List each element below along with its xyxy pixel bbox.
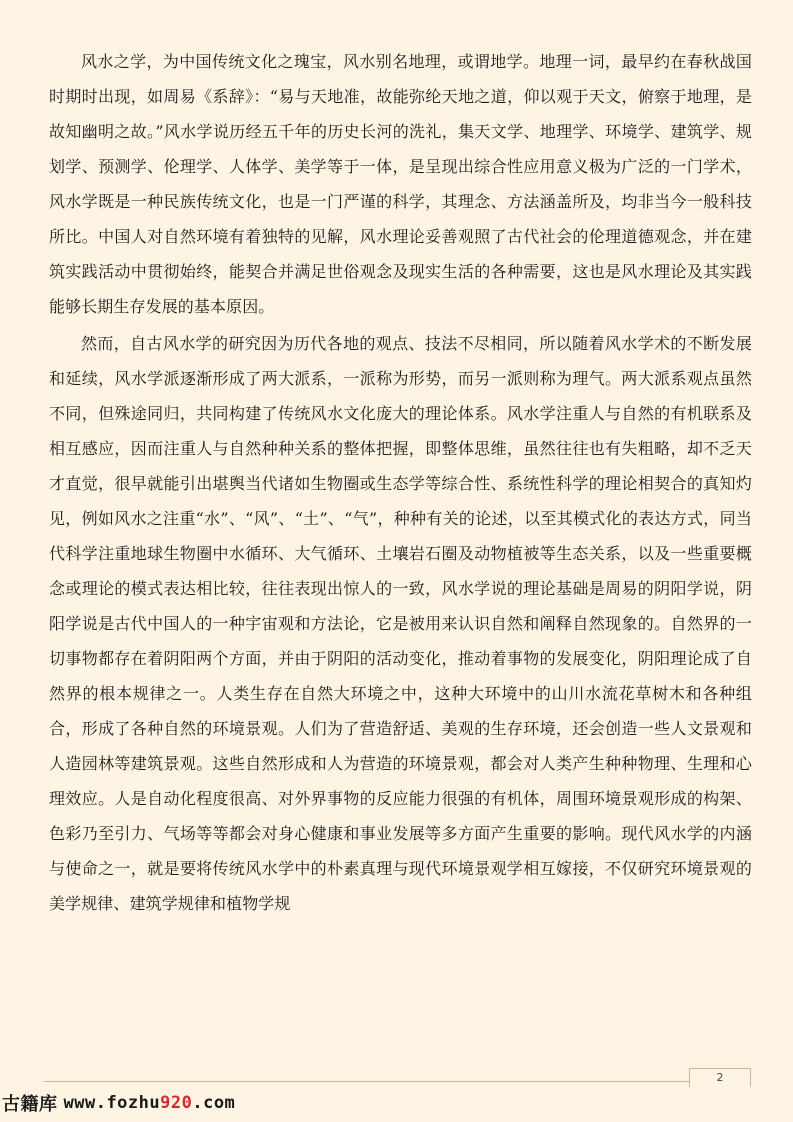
footer-divider xyxy=(44,1081,749,1082)
paragraph-fengshui-schools: 然而，自古风水学的研究因为历代各地的观点、技法不尽相同，所以随着风水学术的不断发展和延续，风水学派逐渐形成了两大派系，一派称为形势，而另一派则称为理气。两大派系观点虽然不同，但殊途同归，共同构建了传统风水文化庞大的理论体系。风水学注重人与自然的有机联系及相互感应，因而注重人与自然种种关系的整体把握，即整体思维，虽然往往也有失粗略，却不乏天才直觉，很早就能引出堪舆当代诸如生物圈或生态学等综合性、系统性科学的理论相契合的真知灼见，例如风水之注重“水”、“风”、“土”、“气”，种种有关的论述，以至其模式化的表达方式，同当代科学注重地球生物圈中水循环、大气循环、土壤岩石圈及动物植被等生态关系，以及一些重要概念或理论的模式表达相比较，往往表现出惊人的一致，风水学说的理论基础是周易的阴阳学说，阴阳学说是古代中国人的一种宇宙观和方法论，它是被用来认识自然和阐释自然现象的。自然界的一切事物都存在着阴阳两个方面，并由于阴阳的活动变化，推动着事物的发展变化，阴阳理论成了自然界的根本规律之一。人类生存在自然大环境之中，这种大环境中的山川水流花草树木和各种组合，形成了各种自然的环境景观。人们为了营造舒适、美观的生存环境，还会创造一些人文景观和人造园林等建筑景观。这些自然形成和人为营造的环境景观，都会对人类产生种种物理、生理和心理效应。人是自动化程度很高、对外界事物的反应能力很强的有机体，周围环境景观形成的构架、色彩乃至引力、气场等等都会对身心健康和事业发展等多方面产生重要的影响。现代风水学的内涵与使命之一，就是要将传统风水学中的朴素真理与现代环境景观学相互嫁接，不仅研究环境景观的美学规律、建筑学规律和植物学规 xyxy=(49,334,752,913)
page-body xyxy=(49,44,752,921)
site-name: 古籍库 xyxy=(2,1094,58,1115)
site-url-prefix: www.fozhu xyxy=(63,1093,161,1113)
site-url xyxy=(64,1093,236,1113)
paragraph-fengshui-intro: 风水之学，为中国传统文化之瑰宝，风水别名地理，或谓地学。地理一词，最早约在春秋战国时期时出现，如周易《系辞》：“易与天地准，故能弥纶天地之道，仰以观于天文，俯察于地理，是故知幽明之故。”风水学说历经五千年的历史长河的洗礼，集天文学、地理学、环境学、建筑学、规划学、预测学、伦理学、人体学、美学等于一体，是呈现出综合性应用意义极为广泛的一门学术，风水学既是一种民族传统文化，也是一门严谨的科学，其理念、方法涵盖所及，均非当今一般科技所比。中国人对自然环境有着独特的见解，风水理论妥善观照了古代社会的伦理道德观念，并在建筑实践活动中贯彻始终，能契合并满足世俗观念及现实生活的各种需要，这也是风水理论及其实践能够长期生存发展的基本原因。 xyxy=(49,52,752,316)
site-url-number: 920 xyxy=(160,1093,193,1113)
site-url-suffix: .com xyxy=(192,1093,236,1113)
page-number: 2 xyxy=(689,1068,751,1087)
site-watermark xyxy=(2,1090,235,1116)
